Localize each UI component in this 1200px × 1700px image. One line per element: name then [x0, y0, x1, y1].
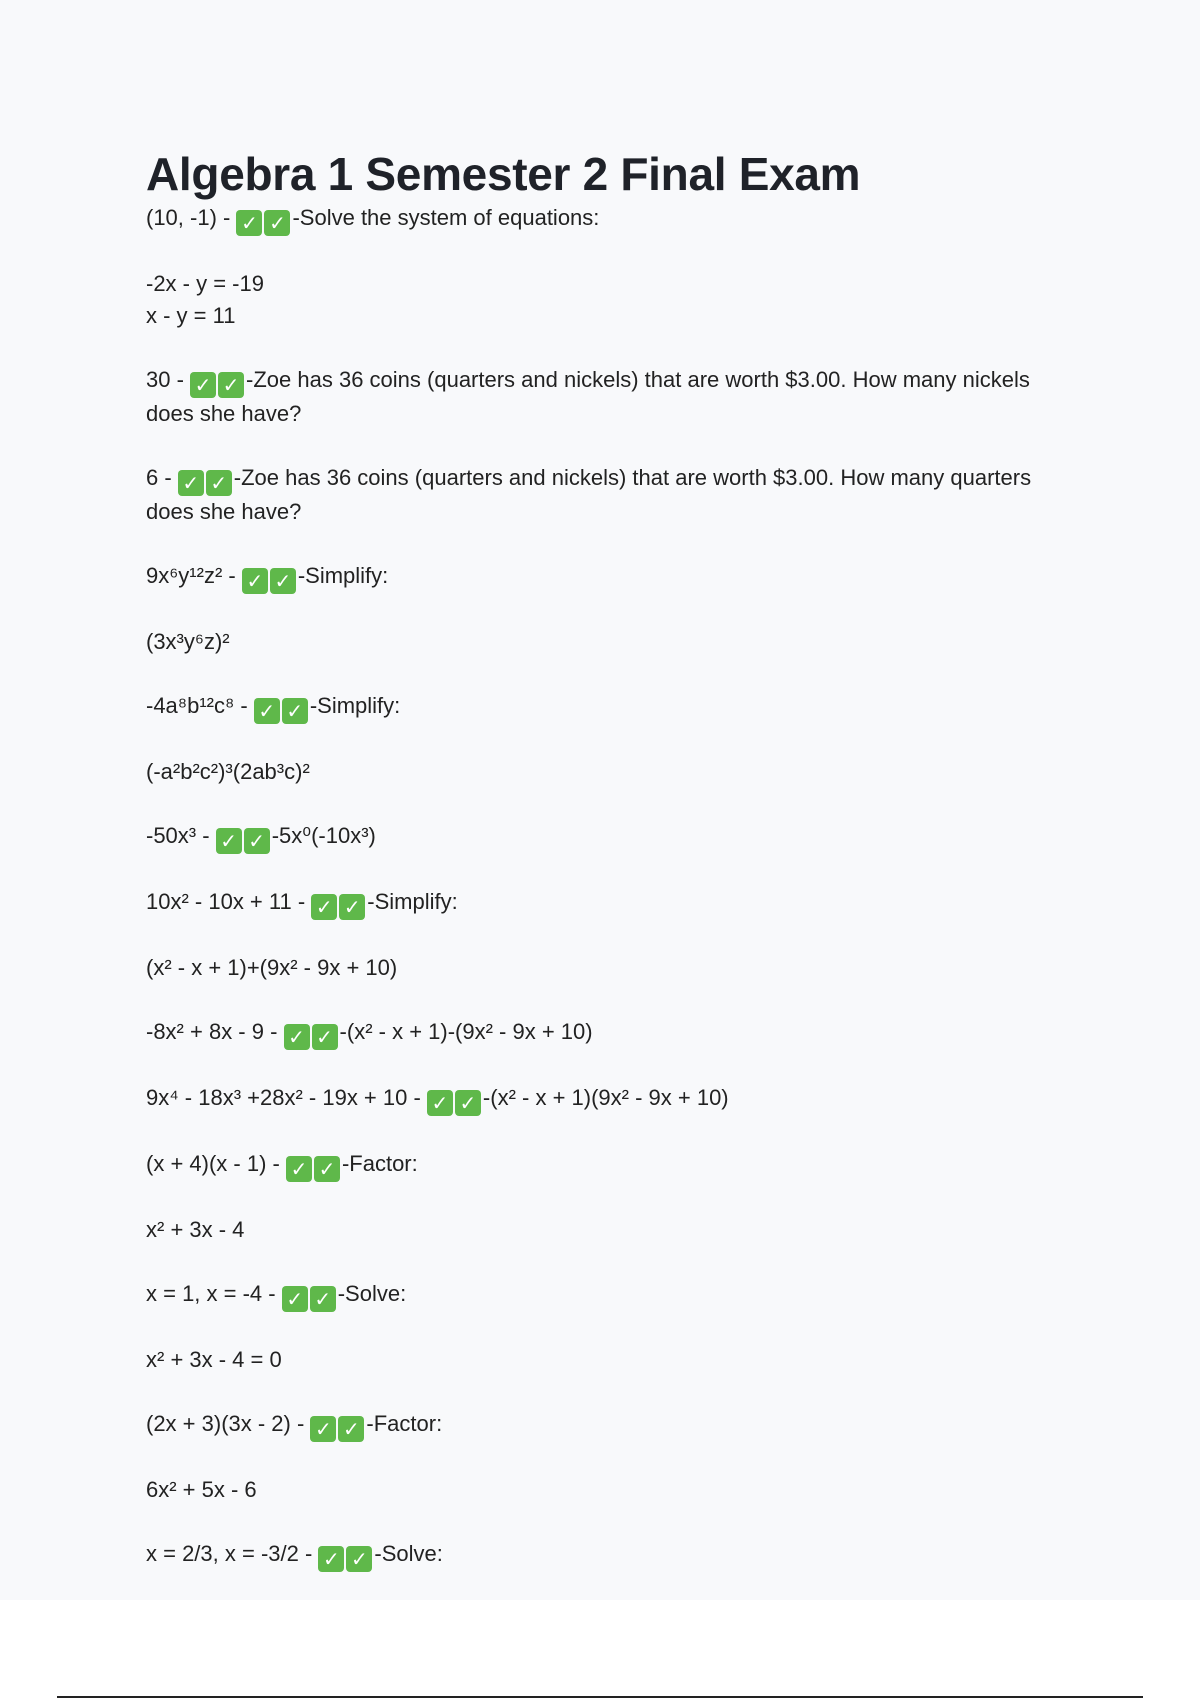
check-mark-icon: ✓: [286, 1156, 312, 1182]
spacer: [146, 1506, 1066, 1538]
qa-item: [146, 462, 1066, 528]
spacer: [146, 1312, 1066, 1344]
answer-text: 10x² - 10x + 11 -: [146, 889, 312, 914]
qa-item: [146, 1016, 1066, 1050]
check-mark-icon: ✓: [282, 1286, 308, 1312]
check-marks: [284, 1016, 340, 1050]
spacer: [146, 658, 1066, 690]
question-text: -Simplify:: [297, 563, 389, 588]
expression-line: (x² - x + 1)+(9x² - 9x + 10): [146, 955, 398, 980]
answer-text: (2x + 3)(3x - 2) -: [146, 1411, 311, 1436]
check-mark-icon: ✓: [339, 894, 365, 920]
check-marks: [190, 364, 246, 398]
check-mark-icon: ✓: [264, 210, 290, 236]
answer-text: x = 1, x = -4 -: [146, 1281, 282, 1306]
check-mark-icon: ✓: [312, 1024, 338, 1050]
answer-text: (10, -1) -: [146, 205, 237, 230]
check-mark-icon: ✓: [338, 1416, 364, 1442]
check-marks: [178, 462, 234, 496]
qa-item: [146, 1278, 1066, 1312]
qa-item: [146, 690, 1066, 724]
expression-line: x² + 3x - 4 = 0: [146, 1347, 282, 1372]
exam-content: [146, 146, 1066, 1572]
check-mark-icon: ✓: [242, 568, 268, 594]
qa-item: [146, 1408, 1066, 1442]
check-mark-icon: ✓: [206, 470, 232, 496]
check-marks: [318, 1538, 374, 1572]
qa-list: [146, 202, 1066, 1572]
spacer: [146, 332, 1066, 364]
qa-item: [146, 1538, 1066, 1572]
qa-item: [146, 886, 1066, 920]
check-mark-icon: ✓: [270, 568, 296, 594]
footer-divider: [57, 1696, 1143, 1698]
check-marks: [282, 1278, 338, 1312]
spacer: [146, 920, 1066, 952]
answer-text: x = 2/3, x = -3/2 -: [146, 1541, 319, 1566]
qa-item: [146, 364, 1066, 430]
question-text: -Simplify:: [309, 693, 401, 718]
check-mark-icon: ✓: [190, 372, 216, 398]
spacer: [146, 984, 1066, 1016]
answer-text: 9x⁴ - 18x³ +28x² - 19x + 10 -: [146, 1085, 427, 1110]
check-mark-icon: ✓: [310, 1286, 336, 1312]
answer-text: 6 -: [146, 465, 178, 490]
check-mark-icon: ✓: [178, 470, 204, 496]
spacer: [146, 1246, 1066, 1278]
check-mark-icon: ✓: [254, 698, 280, 724]
expression-line: -2x - y = -19: [146, 271, 264, 296]
question-text: -Solve the system of equations:: [292, 205, 600, 230]
question-text: -Solve:: [374, 1541, 443, 1566]
question-text: -(x² - x + 1)-(9x² - 9x + 10): [339, 1019, 593, 1044]
question-text: -Zoe has 36 coins (quarters and nickels) that are worth $3.00. How many nickels does she have?: [146, 367, 1030, 426]
answer-text: -50x³ -: [146, 823, 216, 848]
check-mark-icon: ✓: [314, 1156, 340, 1182]
question-text: -Zoe has 36 coins (quarters and nickels) that are worth $3.00. How many quarters does she have?: [146, 465, 1032, 524]
qa-item: [146, 820, 1066, 854]
check-mark-icon: ✓: [427, 1090, 453, 1116]
spacer: [146, 854, 1066, 886]
expression-line: 6x² + 5x - 6: [146, 1477, 257, 1502]
check-mark-icon: ✓: [216, 828, 242, 854]
question-text: -Solve:: [337, 1281, 407, 1306]
check-mark-icon: ✓: [244, 828, 270, 854]
question-text: -5x⁰(-10x³): [271, 823, 376, 848]
check-marks: [216, 820, 272, 854]
check-mark-icon: ✓: [218, 372, 244, 398]
check-mark-icon: ✓: [236, 210, 262, 236]
question-text: -Factor:: [366, 1411, 443, 1436]
check-marks: [286, 1148, 342, 1182]
check-mark-icon: ✓: [318, 1546, 344, 1572]
expression-line: x² + 3x - 4: [146, 1217, 245, 1242]
spacer: [146, 1182, 1066, 1214]
check-mark-icon: ✓: [284, 1024, 310, 1050]
answer-text: 30 -: [146, 367, 191, 392]
answer-text: 9x⁶y¹²z² -: [146, 563, 242, 588]
spacer: [146, 236, 1066, 268]
question-text: -Factor:: [341, 1151, 418, 1176]
spacer: [146, 1116, 1066, 1148]
check-marks: [236, 202, 292, 236]
spacer: [146, 724, 1066, 756]
expression-line: x - y = 11: [146, 303, 236, 328]
answer-text: -8x² + 8x - 9 -: [146, 1019, 284, 1044]
qa-item: [146, 1148, 1066, 1182]
check-mark-icon: ✓: [311, 894, 337, 920]
spacer: [146, 594, 1066, 626]
spacer: [146, 1442, 1066, 1474]
expression-line: (-a²b²c²)³(2ab³c)²: [146, 759, 310, 784]
page-title: Algebra 1 Semester 2 Final Exam: [146, 148, 861, 200]
spacer: [146, 1376, 1066, 1408]
check-mark-icon: ✓: [282, 698, 308, 724]
answer-text: (x + 4)(x - 1) -: [146, 1151, 286, 1176]
check-mark-icon: ✓: [346, 1546, 372, 1572]
check-mark-icon: ✓: [310, 1416, 336, 1442]
check-marks: [242, 560, 298, 594]
question-text: -(x² - x + 1)(9x² - 9x + 10): [482, 1085, 729, 1110]
check-marks: [311, 886, 367, 920]
answer-text: -4a⁸b¹²c⁸ -: [146, 693, 254, 718]
qa-item: [146, 202, 1066, 236]
spacer: [146, 788, 1066, 820]
expression-line: (3x³y⁶z)²: [146, 629, 230, 654]
spacer: [146, 1050, 1066, 1082]
question-text: -Simplify:: [367, 889, 458, 914]
check-marks: [310, 1408, 366, 1442]
check-mark-icon: ✓: [455, 1090, 481, 1116]
qa-item: [146, 560, 1066, 594]
qa-item: [146, 1082, 1066, 1116]
check-marks: [427, 1082, 483, 1116]
spacer: [146, 528, 1066, 560]
spacer: [146, 430, 1066, 462]
check-marks: [254, 690, 310, 724]
